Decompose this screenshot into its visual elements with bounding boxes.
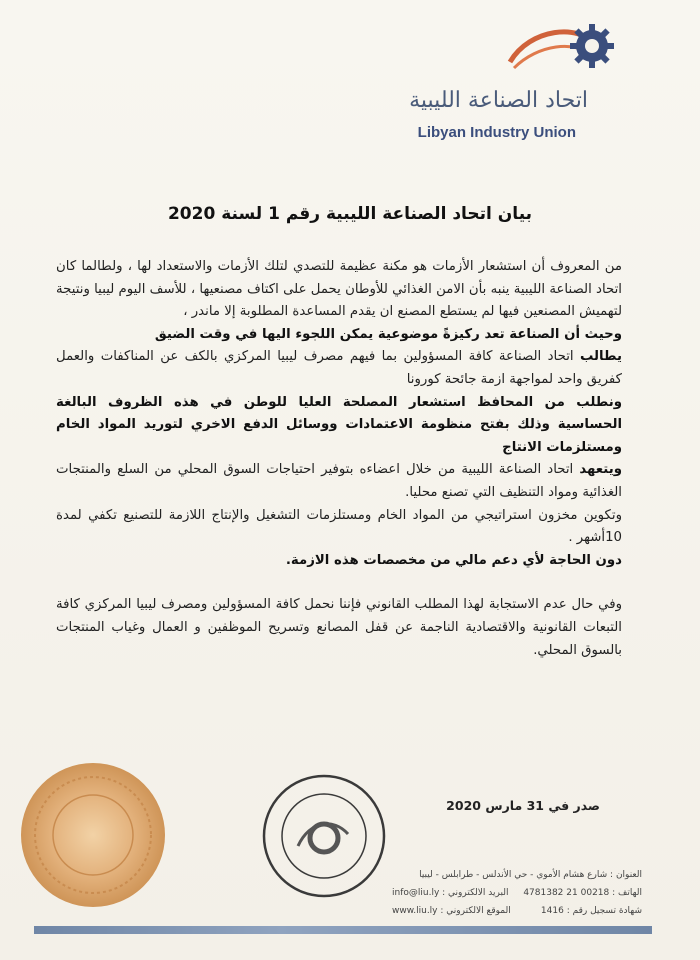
gold-seal-icon bbox=[18, 760, 168, 910]
union-stamp bbox=[260, 772, 388, 900]
paragraph-8: وفي حال عدم الاستجابة لهذا المطلب القانوني فإننا نحمل كافة المسؤولين ومصرف ليبيا المركزي كافة التبعات القانونية والاقتصادية الناجمة عن قفل المصانع وتسريح الموظفين و العمال وغياب المنتجات بالسوق المحلي. bbox=[56, 597, 622, 658]
footer-email[interactable]: info@liu.ly bbox=[392, 888, 440, 898]
statement-title: بيان اتحاد الصناعة الليبية رقم 1 لسنة 2020 bbox=[167, 204, 533, 224]
demands-keyword: يطالب bbox=[579, 349, 622, 365]
footer-address: العنوان : شارع هشام الأموي - حي الأندلس - طرابلس - ليبيا bbox=[419, 870, 642, 880]
footer-divider-bar bbox=[34, 926, 652, 934]
paragraph-5: ويتعهد اتحاد الصناعة الليبية من خلال اعضاءه بتوفير احتياجات السوق المحلي من السلع والمنتجات الغذائية ومواد التنظيف التي تصنع محليا. bbox=[56, 462, 622, 500]
paragraph-6: وتكوين مخزون استراتيجي من المواد الخام ومستلزمات التشغيل والإنتاج اللازمة للتصنيع تكفي لمدة 10أشهر . bbox=[56, 507, 622, 546]
paragraph-4: ونطلب من المحافظ استشعار المصلحة العليا للوطن في هذه الظروف البالغة الحساسية وذلك بفتح منظومة الاعتمادات ووسائل الدفع الاخري لتوريد المواد الخام ومستلزمات الانتاج bbox=[56, 394, 622, 455]
logo-name-english: Libyan Industry Union bbox=[417, 124, 576, 141]
org-logo bbox=[409, 18, 640, 141]
footer-phone: 00218 21 4781382 bbox=[523, 888, 610, 898]
logo-name-arabic: اتحاد الصناعة الليبية bbox=[409, 88, 588, 113]
paragraph-7: دون الحاجة لأي دعم مالي من مخصصات هذه الازمة. bbox=[285, 552, 622, 568]
statement-body bbox=[56, 256, 622, 662]
paragraph-1: من المعروف أن استشعار الأزمات هو مكنة عظيمة للتصدي لتلك الأزمات والاستعداد لها ، ولطالما كان اتحاد الصناعة الليبية ينبه بأن الامن الغذائي للأوطان يحمل على اكتاف مصنعيها ، للأسف اليوم ليبيا ونتيجة لتهميش المصنعين فيها لم يستطع المصنع ان يقدم المساعدة المطلوبة إلا ماندر ، bbox=[56, 259, 622, 320]
gear-logo-icon bbox=[500, 18, 620, 78]
paragraph-3: يطالب اتحاد الصناعة كافة المسؤولين بما فيهم مصرف ليبيا المركزي بالكف عن المناكفات والعمل كفريق واحد لمواجهة ازمة جائحة كورونا bbox=[56, 349, 622, 387]
footer-website[interactable]: www.liu.ly bbox=[392, 906, 438, 916]
pledges-keyword: ويتعهد bbox=[579, 462, 622, 478]
issue-date: صدر في 31 مارس 2020 bbox=[446, 798, 600, 813]
paragraph-2: وحيث أن الصناعة تعد ركيزةً موضوعية يمكن اللجوء اليها في وقت الضيق bbox=[154, 326, 622, 342]
footer-registration: 1416 bbox=[540, 906, 564, 916]
footer-contact: العنوان : شارع هشام الأموي - حي الأندلس - طرابلس - ليبيا الهاتف : 00218 21 4781382 البريد الالكتروني : info@liu.ly شهادة تسجيل رقم : 1416 الموقع الالكتروني : www.liu.ly bbox=[392, 866, 642, 920]
stamp-gear-icon bbox=[298, 824, 348, 852]
